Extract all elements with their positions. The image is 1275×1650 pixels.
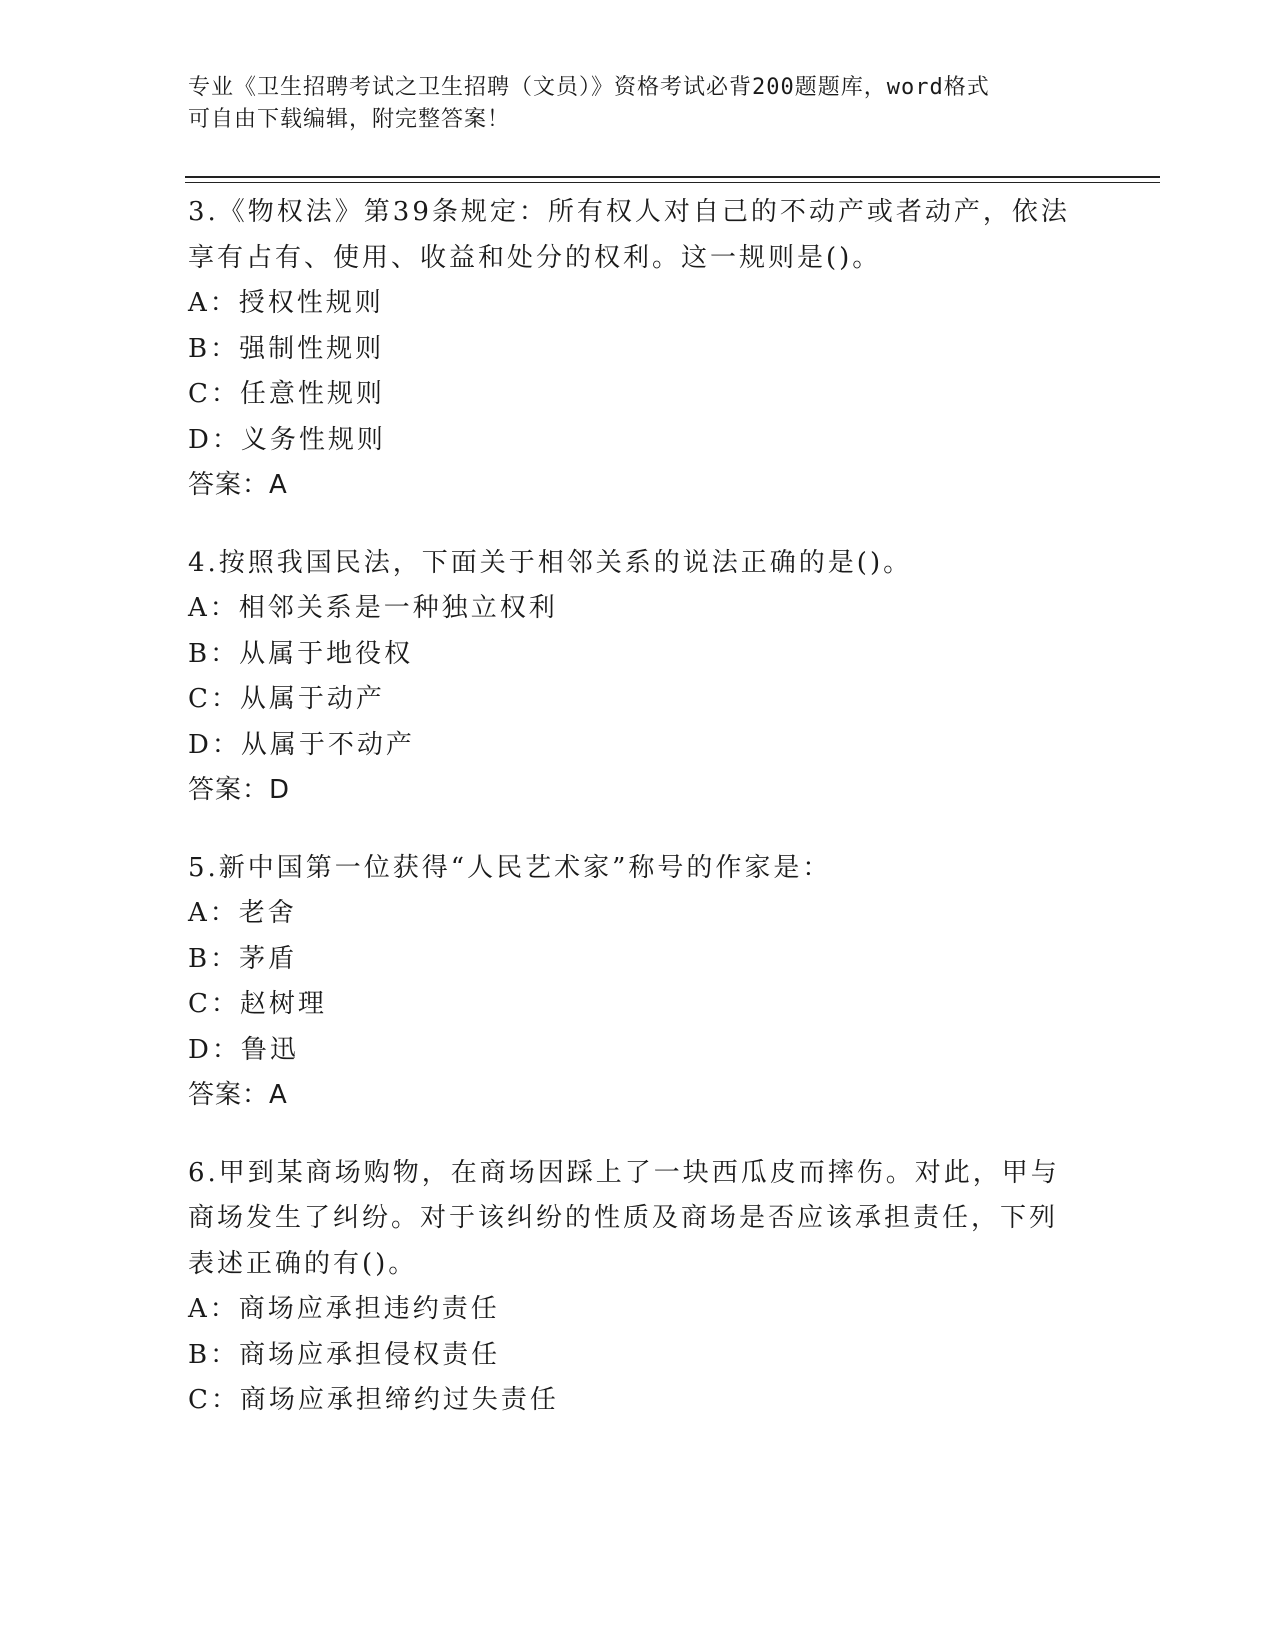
option-c: C：任意性规则 [188, 379, 385, 409]
stem-line: 5.新中国第一位获得“人民艺术家”称号的作家是： [188, 852, 832, 883]
question-stem [188, 541, 1088, 587]
question-stem [188, 846, 1088, 892]
answer: 答案：A [188, 470, 288, 500]
stem-line: 6.甲到某商场购物，在商场因踩上了一块西瓜皮而摔伤。对此，甲与 [188, 1157, 1060, 1188]
stem-line: 4.按照我国民法，下面关于相邻关系的说法正确的是()。 [188, 547, 913, 578]
answer: 答案：A [188, 1080, 288, 1110]
question-5 [188, 846, 1088, 1119]
option-a: A：授权性规则 [188, 288, 384, 318]
option-d: D：义务性规则 [188, 424, 386, 455]
option-d: D：鲁迅 [188, 1034, 299, 1065]
option-a: A：商场应承担违约责任 [188, 1294, 500, 1324]
option-c: C：商场应承担缔约过失责任 [188, 1385, 559, 1415]
option-a: A：相邻关系是一种独立权利 [188, 593, 558, 623]
document-header [188, 72, 1088, 136]
question-4 [188, 541, 1088, 814]
question-stem [188, 1151, 1088, 1288]
stem-line: 商场发生了纠纷。对于该纠纷的性质及商场是否应该承担责任，下列 [188, 1203, 1059, 1233]
option-b: B：茅盾 [188, 943, 298, 974]
option-c: C：赵树理 [188, 989, 327, 1019]
answer: 答案：D [188, 775, 291, 805]
header-line-1: 专业《卫生招聘考试之卫生招聘（文员）》资格考试必背200题题库，word格式 [188, 75, 990, 100]
header-divider [185, 176, 1160, 178]
stem-line: 享有占有、使用、收益和处分的权利。这一规则是()。 [188, 242, 882, 273]
option-b: B：商场应承担侵权责任 [188, 1339, 501, 1370]
option-b: B：强制性规则 [188, 333, 385, 364]
option-c: C：从属于动产 [188, 684, 385, 714]
stem-line: 3.《物权法》第39条规定：所有权人对自己的不动产或者动产，依法 [188, 197, 1070, 227]
option-b: B：从属于地役权 [188, 638, 414, 669]
stem-line: 表述正确的有()。 [188, 1248, 418, 1279]
header-divider-thin [185, 182, 1160, 183]
option-d: D：从属于不动产 [188, 729, 415, 760]
question-stem [188, 190, 1088, 281]
header-line-2: 可自由下载编辑，附完整答案！ [188, 107, 511, 132]
question-3 [188, 190, 1088, 509]
question-6 [188, 1151, 1088, 1424]
option-a: A：老舍 [188, 898, 297, 928]
question-list [188, 190, 1088, 1456]
